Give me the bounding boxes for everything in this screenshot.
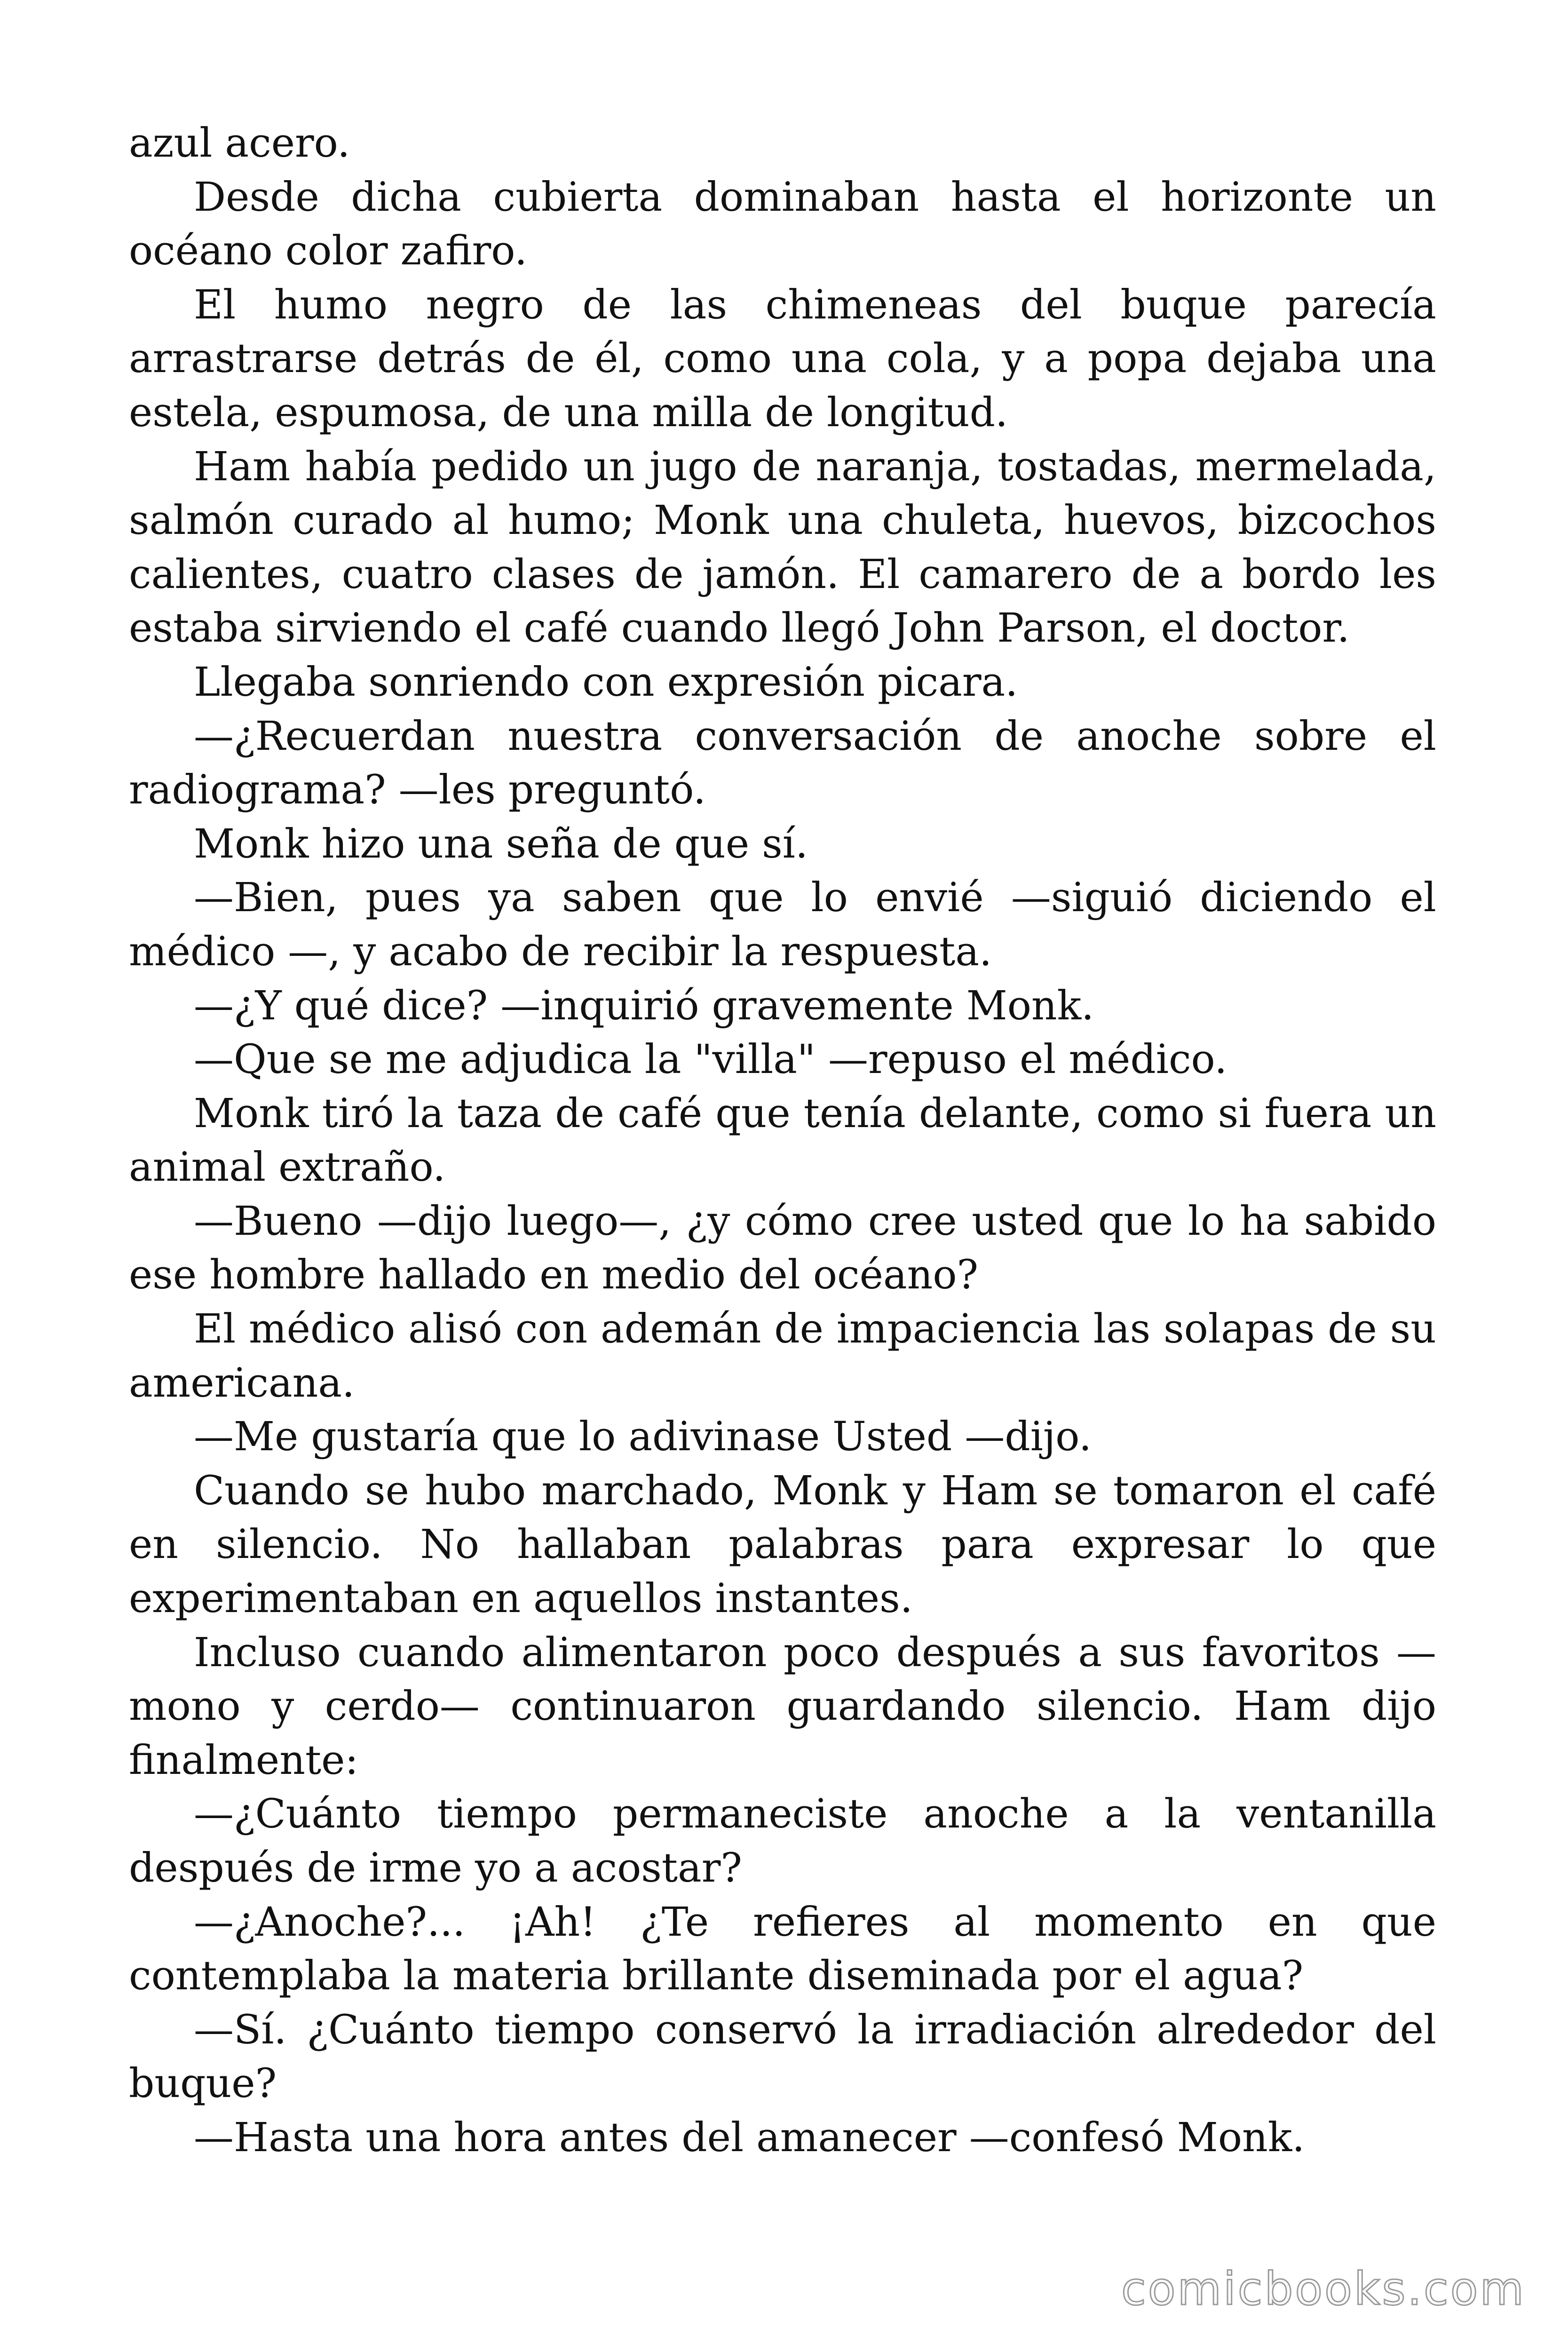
- paragraph-9: —¿Y qué dice? —inquirió gravemente Monk.: [194, 982, 1094, 1029]
- paragraph-1: azul acero.: [129, 120, 350, 167]
- paragraph-18: —¿Anoche?... ¡Ah! ¿Te refieres al momento en que contemplaba la materia brillante diseminada por el agua?: [129, 1899, 1436, 2000]
- paragraph-15: Cuando se hubo marchado, Monk y Ham se tomaron el café en silencio. No hallaban palabras para expresar lo que experimentaban en aquellos instantes.: [129, 1467, 1436, 1622]
- paragraph-16: Incluso cuando alimentaron poco después a sus favoritos — mono y cerdo— continuaron guardando silencio. Ham dijo finalmente:: [129, 1629, 1436, 1784]
- paragraph-19: —Sí. ¿Cuánto tiempo conservó la irradiación alrededor del buque?: [129, 2006, 1436, 2107]
- paragraph-3: El humo negro de las chimeneas del buque parecía arrastrarse detrás de él, como una cola, y a popa dejaba una estela, espumosa, de una milla de longitud.: [129, 281, 1436, 436]
- book-page-text: [129, 117, 1436, 2165]
- paragraph-11: Monk tiró la taza de café que tenía delante, como si fuera un animal extraño.: [129, 1090, 1436, 1191]
- paragraph-2: Desde dicha cubierta dominaban hasta el horizonte un océano color zafiro.: [129, 174, 1436, 275]
- paragraph-13: El médico alisó con ademán de impaciencia las solapas de su americana.: [129, 1306, 1436, 1406]
- watermark: comicbooks.com: [1121, 2263, 1526, 2315]
- paragraph-14: —Me gustaría que lo adivinase Usted —dijo.: [194, 1414, 1092, 1461]
- paragraph-6: —¿Recuerdan nuestra conversación de anoche sobre el radiograma? —les preguntó.: [129, 713, 1436, 814]
- paragraph-10: —Que se me adjudica la "villa" —repuso el médico.: [194, 1036, 1227, 1083]
- paragraph-17: —¿Cuánto tiempo permaneciste anoche a la ventanilla después de irme yo a acostar?: [129, 1791, 1436, 1891]
- paragraph-20: —Hasta una hora antes del amanecer —confesó Monk.: [194, 2114, 1305, 2161]
- paragraph-7: Monk hizo una seña de que sí.: [194, 820, 808, 867]
- paragraph-8: —Bien, pues ya saben que lo envié —siguió diciendo el médico —, y acabo de recibir la respuesta.: [129, 874, 1436, 975]
- paragraph-5: Llegaba sonriendo con expresión picara.: [194, 659, 1018, 706]
- paragraph-4: Ham había pedido un jugo de naranja, tostadas, mermelada, salmón curado al humo; Monk una chuleta, huevos, bizcochos calientes, cuatro clases de jamón. El camarero de a bordo les estaba sirviendo el café cuando llegó John Parson, el doctor.: [129, 443, 1436, 652]
- paragraph-12: —Bueno —dijo luego—, ¿y cómo cree usted que lo ha sabido ese hombre hallado en medio del océano?: [129, 1198, 1436, 1299]
